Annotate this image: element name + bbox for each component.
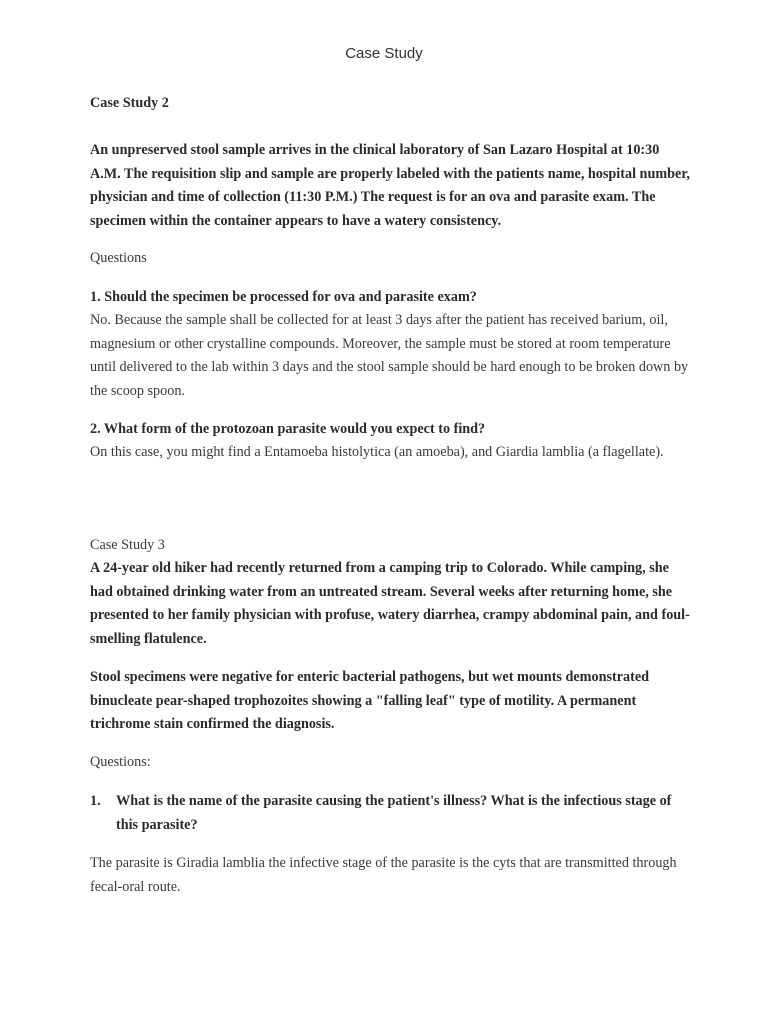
case3-question-1-number: 1.: [90, 793, 101, 809]
case2-heading: Case Study 2: [90, 95, 169, 111]
case2-scenario: An unpreserved stool sample arrives in the clinical laboratory of San Lazaro Hospital at 10:30 A.M. The requisition slip and sample are properly labeled with the patients name, hospital number, physician and time of collection (11:30 P.M.) The request is for an ova and parasite exam. The specimen within the container appears to have a watery consistency.: [90, 142, 690, 229]
case2-answer-1: No. Because the sample shall be collected for at least 3 days after the patient has received barium, oil, magnesium or other crystalline compounds. Moreover, the sample must be stored at room temperature until delivered to the lab within 3 days and the stool sample should be hard enough to be broken down by the scoop spoon.: [90, 312, 689, 399]
case3-heading: Case Study 3: [90, 537, 165, 553]
case3-question-1-item: [90, 790, 690, 837]
case3-questions-label: Questions:: [90, 754, 151, 770]
case2-question-2: 2. What form of the protozoan parasite would you expect to find?: [90, 421, 486, 437]
case3-question-1: What is the name of the parasite causing the patient's illness? What is the infectious stage of this parasite?: [116, 793, 672, 833]
page-title: Case Study: [345, 45, 423, 62]
case2-answer-2: On this case, you might find a Entamoeba histolytica (an amoeba), and Giardia lamblia (a flagellate).: [90, 444, 664, 460]
case2-question-1: 1. Should the specimen be processed for ova and parasite exam?: [90, 289, 477, 305]
case2-questions-label: Questions: [90, 250, 147, 266]
case3-answer-1: The parasite is Giradia lamblia the infective stage of the parasite is the cyts that are transmitted through fecal-oral route.: [90, 855, 677, 895]
case3-scenario-paragraph-2: Stool specimens were negative for enteric bacterial pathogens, but wet mounts demonstrated binucleate pear-shaped trophozoites showing a "falling leaf" type of motility. A permanent trichrome stain confirmed the diagnosis.: [90, 669, 650, 732]
case3-scenario-paragraph-1: A 24-year old hiker had recently returned from a camping trip to Colorado. While camping, she had obtained drinking water from an untreated stream. Several weeks after returning home, she presented to her family physician with profuse, watery diarrhea, crampy abdominal pain, and foul-smelling flatulence.: [90, 560, 690, 647]
